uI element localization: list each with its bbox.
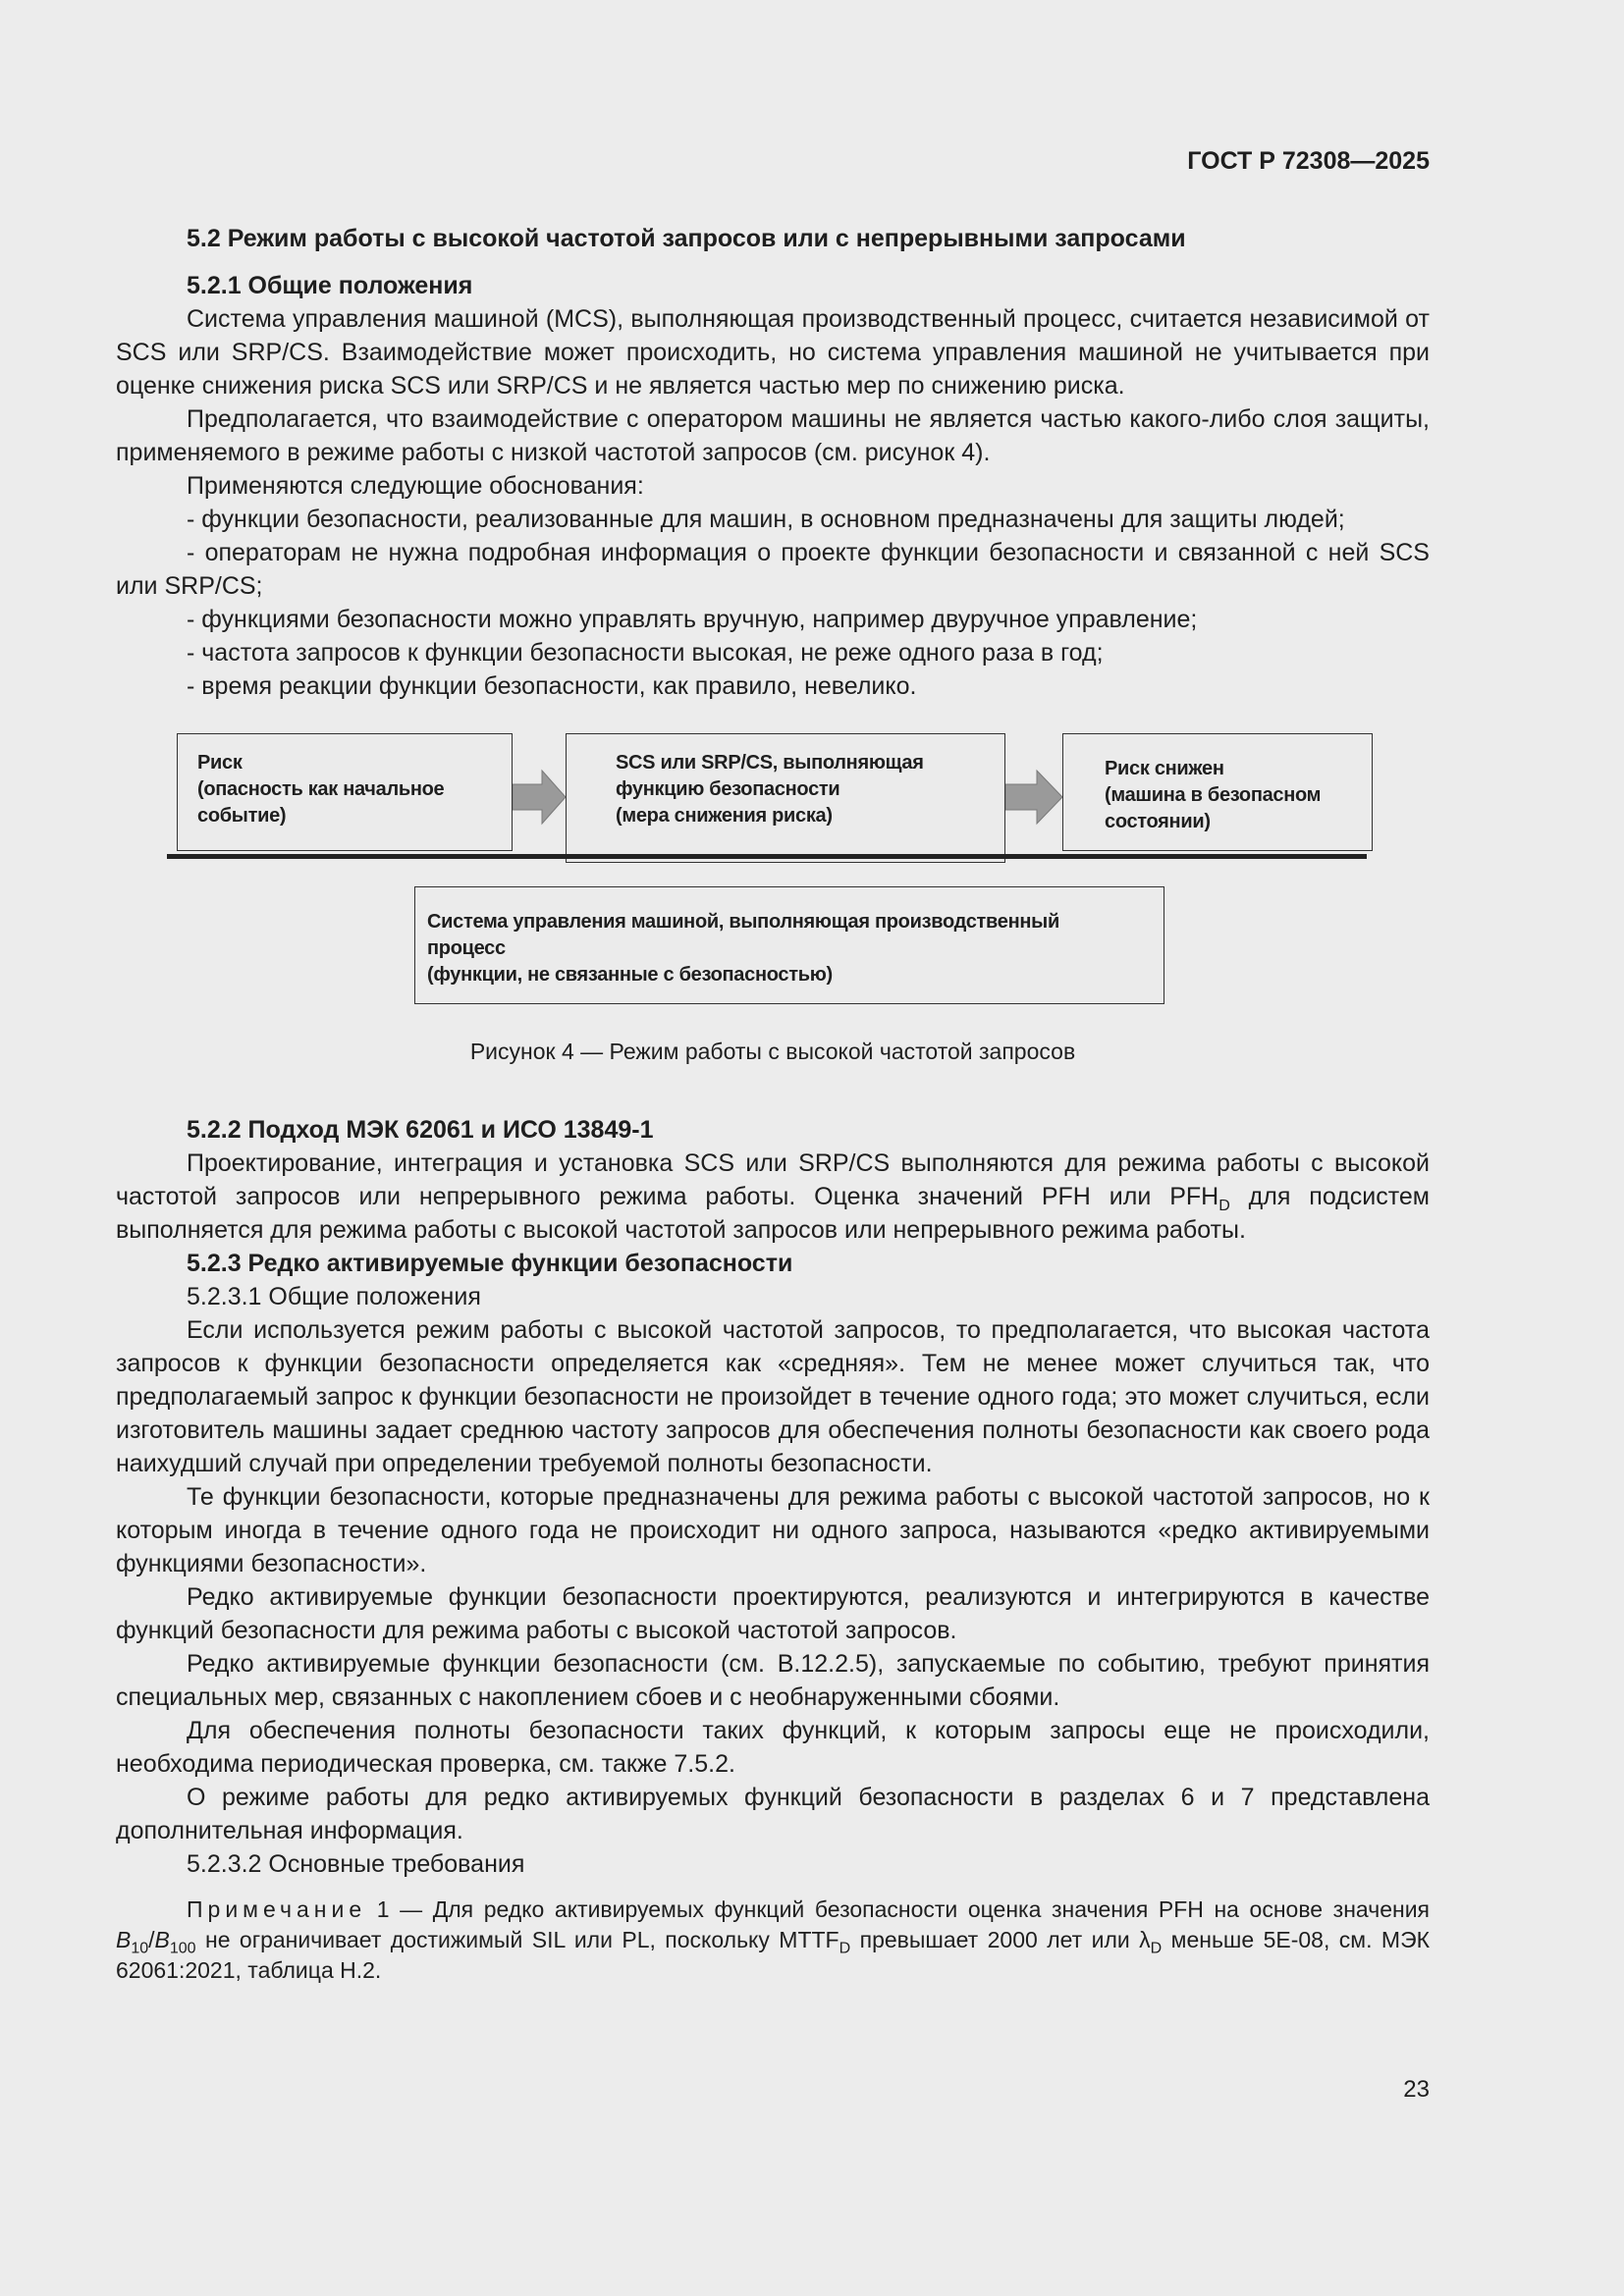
section-5-2-1-title: 5.2.1 Общие положения [187, 272, 473, 299]
paragraph: Редко активируемые функции безопасности проектируются, реализуются и интегрируются в качестве функций безопасности для режима работы с высокой частотой запросов. [116, 1583, 1430, 1644]
paragraph: Для обеспечения полноты безопасности таких функций, к которым запросы еще не происходили, необходима периодическая проверка, см. также 7.5.2. [116, 1717, 1430, 1778]
list-item: - функциями безопасности можно управлять вручную, например двуручное управление; [187, 606, 1198, 633]
section-5-2-3-1-title: 5.2.3.1 Общие положения [187, 1283, 481, 1310]
paragraph: Редко активируемые функции безопасности (см. В.12.2.5), запускаемые по событию, требуют принятия специальных мер, связанных с накоплением сбоев и с необнаруженными сбоями. [116, 1650, 1430, 1711]
document-code: ГОСТ Р 72308—2025 [1187, 147, 1430, 175]
mcs-box: Система управления машиной, выполняющая производственный процесс (функции, не связанные с безопасностью) [414, 886, 1164, 1004]
paragraph: Те функции безопасности, которые предназначены для режима работы с высокой частотой запросов, но к которым иногда в течение одного года не происходит ни одного запроса, называются «редко активируемыми функциями безопасности». [116, 1483, 1430, 1577]
paragraph: Система управления машиной (MCS), выполняющая производственный процесс, считается независимой от SCS или SRP/CS. Взаимодействие может происходить, но система управления машиной не учитывается при оценке снижения риска SCS или SRP/CS и не является частью мер по снижению риска. [116, 305, 1430, 400]
separator-line [167, 854, 1367, 859]
risk-box: Риск (опасность как начальное событие) [177, 733, 513, 851]
scs-box: SCS или SRP/CS, выполняющая функцию безопасности (мера снижения риска) [566, 733, 1005, 863]
section-5-2-3-title: 5.2.3 Редко активируемые функции безопасности [187, 1250, 793, 1277]
paragraph: Проектирование, интеграция и установка SCS или SRP/CS выполняются для режима работы с высокой частотой запросов или непрерывного режима работы. Оценка значений PFH или $PFH_D$ для подсистем выполняется для режима работы с высокой частотой запросов или непрерывного режима работы. [116, 1149, 1430, 1244]
figure-caption: Рисунок 4 — Режим работы с высокой частотой запросов [469, 1039, 1076, 1064]
list-item: - операторам не нужна подробная информация о проекте функции безопасности и связанной с ней SCS или SRP/CS; [116, 539, 1430, 600]
figure-4 [116, 717, 1430, 1099]
paragraph: Предполагается, что взаимодействие с оператором машины не является частью какого-либо слоя защиты, применяемого в режиме работы с низкой частотой запросов (см. рисунок 4). [116, 405, 1430, 466]
paragraph: Если используется режим работы с высокой частотой запросов, то предполагается, что высокая частота запросов к функции безопасности определяется как «средняя». Тем не менее может случиться так, что предполагаемый запрос к функции безопасности не произойдет в течение одного года; это может случиться, если изготовитель машины задает среднюю частоту запросов для обеспечения полноты безопасности как своего рода наихудший случай при определении требуемой полноты безопасности. [116, 1316, 1430, 1477]
section-5-2-title: 5.2 Режим работы с высокой частотой запросов или с непрерывными запросами [187, 225, 1186, 252]
note: Примечание 1 — Для редко активируемых функций безопасности оценка значения PFH на основе значения $B_{10}/B_{100}$ не ограничивает достижимый SIL или PL, поскольку $MTTF_D$ превышает 2000 лет или $\lambda_D$ меньше 5E-08, см. МЭК 62061:2021, таблица Н.2. [116, 1896, 1430, 1983]
list-item: - функции безопасности, реализованные для машин, в основном предназначены для защиты людей; [187, 506, 1345, 533]
section-5-2-3-2-title: 5.2.3.2 Основные требования [187, 1850, 525, 1878]
arrow-right-icon [1005, 769, 1062, 826]
paragraph: Применяются следующие обоснования: [187, 472, 644, 500]
section-5-2-2-title: 5.2.2 Подход МЭК 62061 и ИСО 13849-1 [187, 1116, 654, 1144]
list-item: - время реакции функции безопасности, как правило, невелико. [187, 672, 917, 700]
page-number: 23 [1403, 2076, 1430, 2103]
risk-reduced-box: Риск снижен (машина в безопасном состоянии) [1062, 733, 1373, 851]
page-content [116, 222, 1430, 1986]
list-item: - частота запросов к функции безопасности высокая, не реже одного раза в год; [187, 639, 1104, 667]
paragraph: О режиме работы для редко активируемых функций безопасности в разделах 6 и 7 представлена дополнительная информация. [116, 1784, 1430, 1844]
arrow-right-icon [513, 769, 566, 826]
